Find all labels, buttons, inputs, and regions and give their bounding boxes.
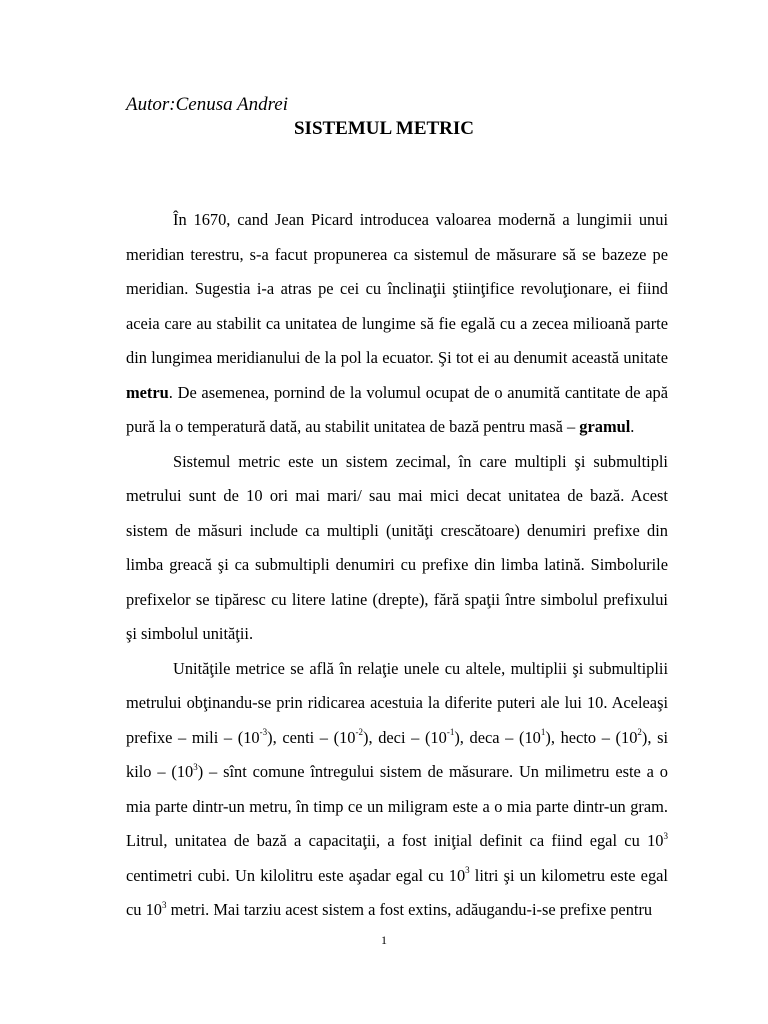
paragraph-1-text-c: . De asemenea, pornind de la volumul ocupat de o anumită cantitate de apă pură la o temperatură dată, au stabilit unitatea de bază pentru masă – <box>126 382 668 436</box>
p3-text-3: ), deci – (10 <box>363 727 447 747</box>
p3-text-7: ) – sînt comune întregului sistem de măsurare. Un milimetru este a o mia parte dintr-un metru, în timp ce un miligram este a o mia parte dintr-un gram. Litrul, unitatea de bază a capacitaţii, a fost iniţial definit ca fiind egal cu 10 <box>126 762 668 850</box>
p3-text-8: centimetri cubi. Un kilolitru este aşadar egal cu 10 <box>126 865 466 885</box>
p3-text-1: Unităţile metrice se află în relaţie unele cu altele, multiplii şi submultiplii metrului obţinandu-se prin ridicarea acestuia la diferite puteri ale lui 10. Aceleaşi prefixe – mili – (10 <box>126 658 668 747</box>
exponent-kilo: 3 <box>193 761 198 772</box>
paragraph-2: Sistemul metric este un sistem zecimal, în care multipli şi submultipli metrului sunt de 10 ori mai mari/ sau mai mici decat unitatea de bază. Acest sistem de măsuri include ca multipli (unităţi crescătoare) denumiri prefixe din limba greacă şi ca submultipli denumiri cu prefixe din limba latină. Simbolurile prefixelor se tipăresc cu litere latine (drepte), fără spaţii între simbolul prefixului şi simbolul unităţii. <box>126 451 668 643</box>
document-body <box>126 203 668 928</box>
paragraph-3 <box>126 652 668 928</box>
document-title: SISTEMUL METRIC <box>293 118 475 139</box>
exponent-hecto: 2 <box>637 727 642 738</box>
exponent-centimetri: 3 <box>663 830 668 841</box>
p3-text-6: ), si kilo – (10 <box>126 727 669 781</box>
p3-text-4: ), deca – (10 <box>454 727 541 747</box>
exponent-centi: -2 <box>355 727 363 738</box>
p3-text-2: ), centi – (10 <box>267 727 356 747</box>
paragraph-1-text-d: . <box>630 417 635 436</box>
exponent-litri: 3 <box>465 865 470 876</box>
term-gramul: gramul <box>579 417 631 436</box>
page-number: 1 <box>381 933 387 947</box>
paragraph-1 <box>126 203 668 445</box>
p3-text-9: litri şi un kilometru este egal cu 10 <box>126 865 668 919</box>
author-line: Autor:Cenusa Andrei <box>126 94 289 115</box>
exponent-metri: 3 <box>161 899 167 910</box>
exponent-deci: -1 <box>446 727 455 738</box>
term-metru: metru <box>126 382 169 402</box>
p3-text-10: metri. Mai tarziu acest sistem a fost extins, adăugandu-i-se prefixe pentru <box>166 900 653 919</box>
p3-text-5: ), hecto – (10 <box>545 727 638 747</box>
exponent-deca: 1 <box>540 727 546 738</box>
exponent-mili: -3 <box>259 727 268 738</box>
paragraph-1-text-a: În 1670, cand Jean Picard introducea valoarea modernă a lungimii unui meridian terestru, s-a facut propunerea ca sistemul de măsurare să se bazeze pe meridian. Sugestia i-a atras pe cei cu înclinaţii ştiinţifice revoluţionare, ei fiind aceia care au stabilit ca unitatea de lungime să fie egală cu a zecea milioană parte din lungimea meridianului de la pol la ecuator. Şi tot ei au denumit această unitate <box>126 210 668 367</box>
